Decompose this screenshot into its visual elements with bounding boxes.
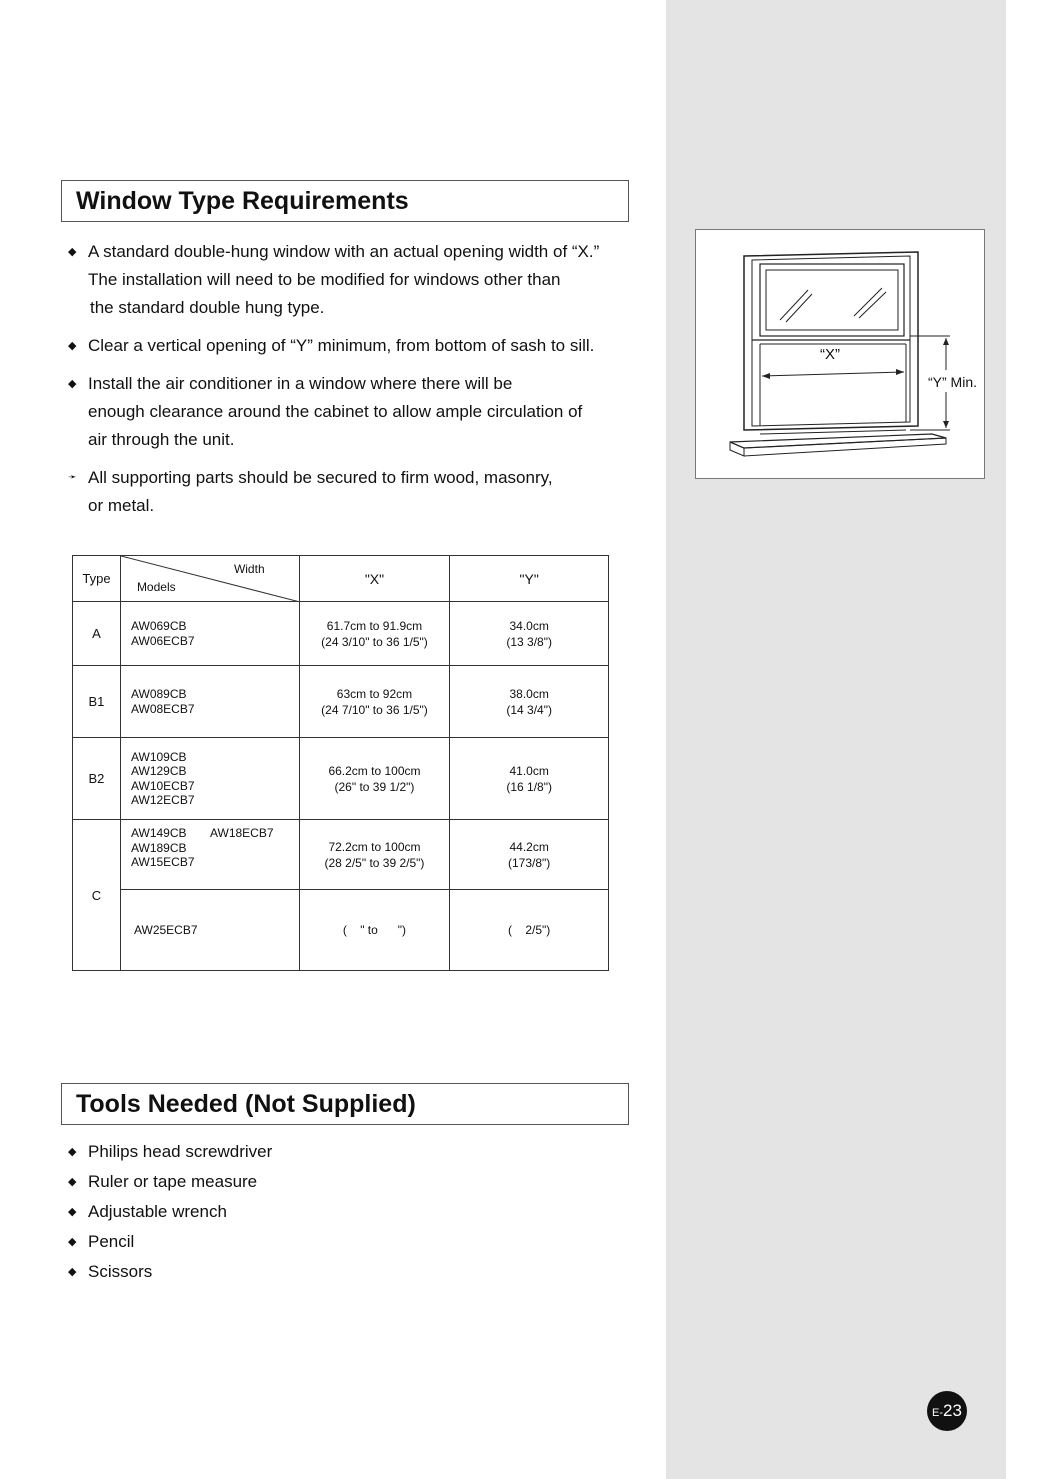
diamond-bullet-icon: ◆	[68, 246, 77, 258]
model-name: AW25ECB7	[133, 922, 198, 937]
table-row	[73, 820, 609, 890]
header-width-models	[120, 556, 299, 602]
x-metric: 63cm to 92cm	[336, 686, 413, 701]
double-hung-window-illustration	[696, 230, 984, 478]
row-y-value	[450, 890, 609, 971]
requirement-line: A standard double-hung window with an actual opening width of “X.”	[88, 242, 600, 261]
model-name: AW129CB	[130, 764, 187, 778]
window-diagram	[695, 229, 985, 479]
tool-label: Adjustable wrench	[88, 1202, 227, 1221]
requirement-line: The installation will need to be modified for windows other than	[88, 270, 561, 289]
table-header-row	[73, 556, 609, 602]
y-metric: 44.2cm	[509, 839, 549, 854]
model-name: AW069CB	[130, 619, 187, 633]
x-imperial: (24 7/10" to 36 1/5")	[321, 702, 428, 717]
model-name: AW10ECB7	[130, 778, 195, 793]
model-name: AW149CB	[130, 826, 187, 840]
row-models	[120, 666, 299, 738]
diamond-bullet-icon: ◆	[68, 1266, 77, 1278]
row-type: C	[73, 820, 121, 971]
requirement-line: or metal.	[88, 496, 155, 515]
row-models	[120, 820, 299, 890]
y-imperial: (13 3/8")	[506, 634, 552, 649]
diamond-bullet-icon: ◆	[68, 340, 77, 352]
tool-label: Scissors	[88, 1262, 153, 1281]
model-name: AW06ECB7	[130, 633, 195, 648]
tool-label: Ruler or tape measure	[88, 1172, 258, 1191]
y-metric: 41.0cm	[509, 763, 549, 778]
header-width: Width	[233, 562, 265, 576]
window-requirements-title: Window Type Requirements	[61, 180, 629, 222]
x-imperial: (28 2/5" to 39 2/5")	[324, 855, 425, 870]
sidebar-panel	[666, 0, 1006, 1479]
header-x: "X"	[299, 556, 450, 602]
header-type: Type	[73, 556, 121, 602]
x-dimension-label: “X”	[820, 346, 840, 363]
y-imperial: ( 2/5")	[508, 923, 551, 937]
diagonal-divider	[121, 556, 299, 602]
diamond-bullet-icon: ◆	[68, 378, 77, 390]
row-models	[120, 738, 299, 820]
x-metric: 66.2cm to 100cm	[328, 763, 421, 778]
window-size-table	[72, 555, 609, 971]
table-row	[73, 666, 609, 738]
header-y: "Y"	[450, 556, 609, 602]
row-type: A	[73, 602, 121, 666]
model-name: AW089CB	[130, 687, 187, 701]
page-number-badge	[927, 1391, 967, 1431]
row-x-value	[299, 602, 450, 666]
model-name: AW12ECB7	[130, 793, 195, 807]
diamond-bullet-icon: ◆	[68, 1206, 77, 1218]
row-y-value	[450, 738, 609, 820]
tool-label: Philips head screwdriver	[88, 1142, 273, 1161]
header-models: Models	[136, 580, 176, 594]
model-name: AW15ECB7	[130, 855, 195, 869]
diamond-bullet-icon: ◆	[68, 1236, 77, 1248]
row-y-value	[450, 666, 609, 738]
page-number: 23	[943, 1401, 962, 1420]
model-name: AW189CB	[130, 840, 187, 855]
x-metric: 72.2cm to 100cm	[328, 839, 421, 854]
row-type: B1	[73, 666, 121, 738]
row-y-value	[450, 602, 609, 666]
x-imperial: (24 3/10" to 36 1/5")	[321, 634, 428, 649]
tool-label: Pencil	[88, 1232, 135, 1251]
arrow-bullet-icon: ➛	[68, 472, 77, 483]
x-metric: 61.7cm to 91.9cm	[326, 618, 423, 633]
row-x-value	[299, 666, 450, 738]
requirement-line: air through the unit.	[88, 430, 235, 449]
row-y-value	[450, 820, 609, 890]
table-row	[73, 890, 609, 971]
model-name: AW18ECB7	[209, 826, 274, 840]
row-type: B2	[73, 738, 121, 820]
page-prefix: E-	[932, 1407, 944, 1419]
requirement-line: All supporting parts should be secured to firm wood, masonry,	[88, 468, 553, 487]
requirement-line: Clear a vertical opening of “Y” minimum, from bottom of sash to sill.	[88, 336, 595, 355]
y-metric: 34.0cm	[509, 618, 549, 633]
requirement-line: the standard double hung type.	[90, 298, 325, 317]
row-models	[120, 602, 299, 666]
tools-needed-title: Tools Needed (Not Supplied)	[61, 1083, 629, 1125]
x-imperial: (26" to 39 1/2")	[334, 779, 415, 794]
row-x-value	[299, 738, 450, 820]
row-models	[120, 890, 299, 971]
table-row	[73, 602, 609, 666]
requirement-line: Install the air conditioner in a window where there will be	[88, 374, 513, 393]
diamond-bullet-icon: ◆	[68, 1146, 77, 1158]
y-imperial: (14 3/4")	[506, 702, 552, 717]
table-row	[73, 738, 609, 820]
y-metric: 38.0cm	[509, 686, 549, 701]
model-name: AW08ECB7	[130, 701, 195, 716]
x-imperial: ( " to ")	[342, 923, 407, 937]
y-imperial: (16 1/8")	[506, 779, 552, 794]
row-x-value	[299, 890, 450, 971]
requirement-line: enough clearance around the cabinet to allow ample circulation of	[88, 402, 583, 421]
model-name: AW109CB	[130, 749, 187, 764]
y-imperial: (173/8")	[508, 855, 551, 870]
row-x-value	[299, 820, 450, 890]
y-dimension-label: “Y” Min.	[928, 374, 977, 390]
diamond-bullet-icon: ◆	[68, 1176, 77, 1188]
